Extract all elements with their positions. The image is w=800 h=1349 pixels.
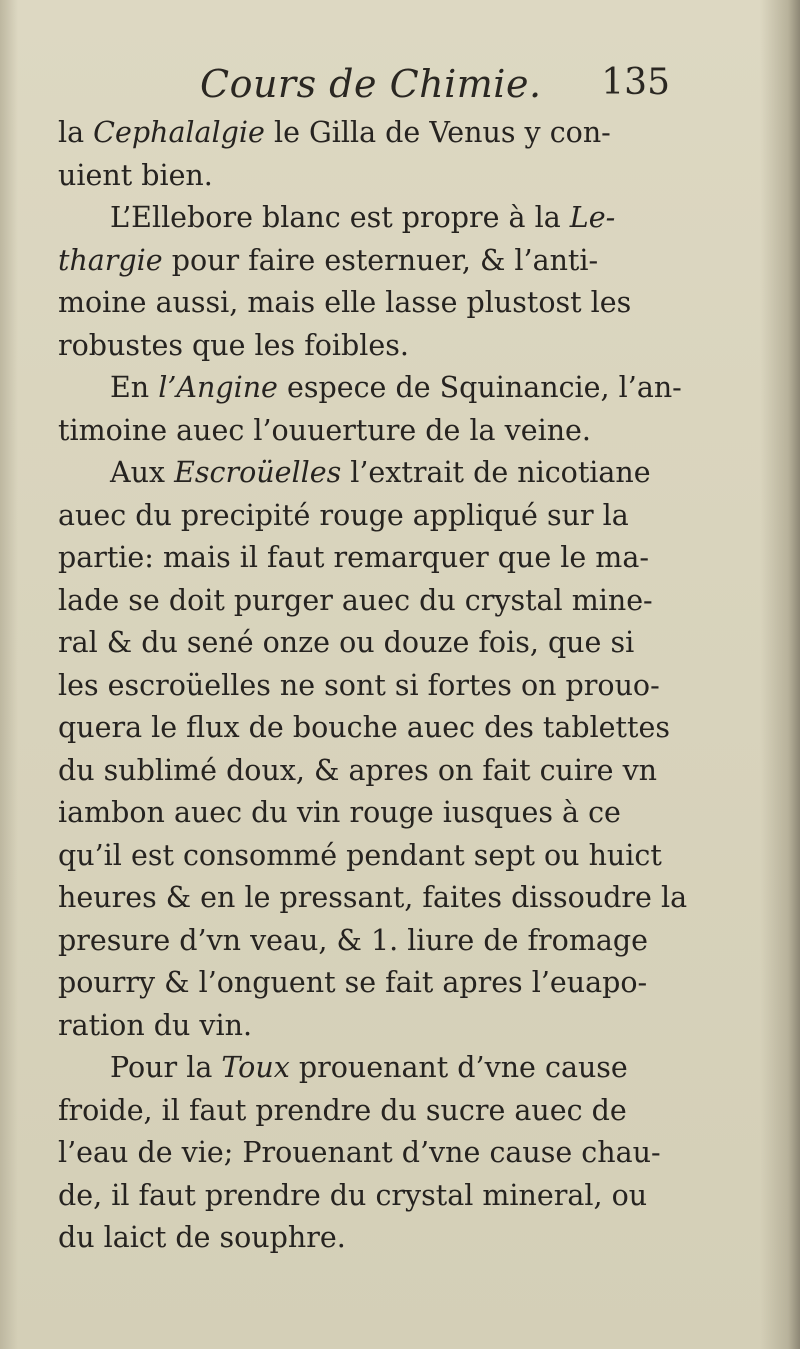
text-line: ration du vin. xyxy=(58,1008,253,1042)
page-text xyxy=(58,112,688,1260)
paragraph xyxy=(58,452,688,1047)
text-line: heures & en le pressant, faites dissoudre la xyxy=(58,881,688,914)
text-run: En xyxy=(110,371,159,404)
text-run: prouenant d’vne cause xyxy=(289,1051,628,1084)
text-line: du sublimé doux, & apres on fait cuire vn xyxy=(58,753,658,787)
italic-term: Toux xyxy=(221,1051,290,1084)
text-run: Pour la xyxy=(110,1051,222,1084)
text-line xyxy=(58,240,678,283)
text-line: les escroüelles ne sont si fortes on prouo- xyxy=(58,668,660,702)
text-run: pour faire esternuer, & l’anti- xyxy=(162,243,599,277)
text-run: le Gilla de Venus y con- xyxy=(264,116,611,149)
paragraph xyxy=(58,112,678,197)
text-line: auec du precipité rouge appliqué sur la xyxy=(58,498,629,532)
text-line: uient bien. xyxy=(58,158,213,192)
text-run: la xyxy=(58,116,94,149)
text-line: robustes que les foibles. xyxy=(58,328,409,362)
page-header xyxy=(200,62,670,112)
text-line: moine aussi, mais elle lasse plustost les xyxy=(58,286,632,319)
text-line: presure d’vn veau, & 1. liure de fromage xyxy=(58,923,648,957)
text-line xyxy=(58,367,682,410)
text-line: iambon auec du vin rouge iusques à ce xyxy=(58,796,621,829)
text-run: L’Ellebore blanc est propre à la xyxy=(110,201,570,234)
text-line xyxy=(58,197,678,240)
text-line: froide, il faut prendre du sucre auec de xyxy=(58,1093,627,1127)
italic-term: Le- xyxy=(569,201,616,234)
text-line xyxy=(58,112,678,155)
text-line: l’eau de vie; Prouenant d’vne cause chau- xyxy=(58,1136,661,1169)
text-line xyxy=(58,452,678,495)
text-run: l’extrait de nicotiane xyxy=(341,456,651,489)
italic-term: Cephalalgie xyxy=(93,116,265,149)
page-edge-shadow xyxy=(760,0,800,1349)
italic-term: l’Angine xyxy=(158,371,278,404)
running-title: Cours de Chimie. xyxy=(200,62,542,106)
text-line: qu’il est consommé pendant sept ou huict xyxy=(58,838,662,872)
italic-term: thargie xyxy=(58,243,163,277)
page-gutter-shadow xyxy=(0,0,18,1349)
text-line: quera le flux de bouche auec des tablettes xyxy=(58,711,670,744)
text-run: espece de Squinancie, l’an- xyxy=(277,371,682,404)
text-line: du laict de souphre. xyxy=(58,1221,346,1254)
page-number: 135 xyxy=(601,62,670,103)
paragraph xyxy=(58,197,678,367)
text-line: lade se doit purger auec du crystal mine- xyxy=(58,583,653,617)
text-line: timoine auec l’ouuerture de la veine. xyxy=(58,413,591,447)
text-line: de, il faut prendre du crystal mineral, ou xyxy=(58,1178,648,1212)
text-line: ral & du sené onze ou douze fois, que si xyxy=(58,626,635,659)
italic-term: Escroüelles xyxy=(174,456,342,489)
text-run: Aux xyxy=(110,456,175,489)
paragraph xyxy=(58,1047,678,1260)
text-line: partie: mais il faut remarquer que le ma- xyxy=(58,541,649,574)
paragraph xyxy=(58,367,682,452)
text-line: pourry & l’onguent se fait apres l’euapo- xyxy=(58,966,648,999)
text-line xyxy=(58,1047,678,1090)
